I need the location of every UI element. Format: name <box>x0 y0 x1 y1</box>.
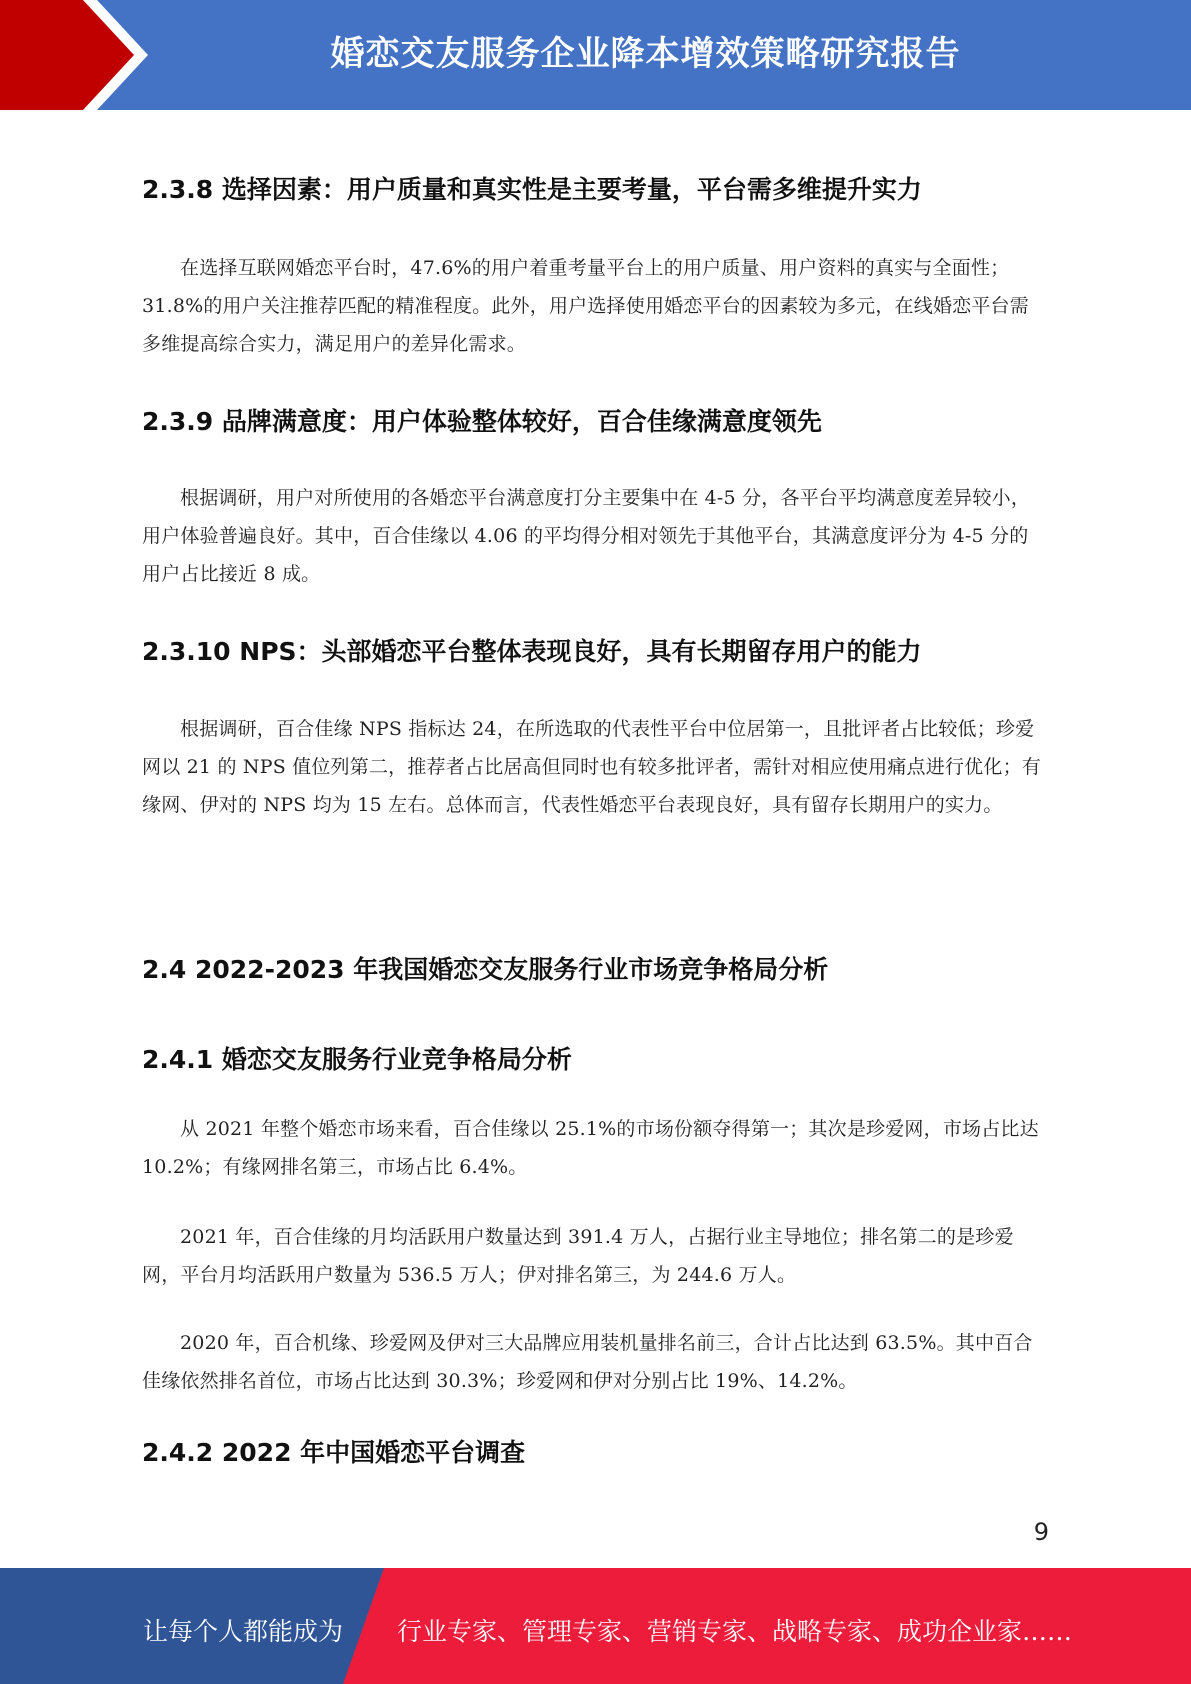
section-heading-2-4: 2.4 2022-2023 年我国婚恋交友服务行业市场竞争格局分析 <box>142 955 829 984</box>
section-paragraph: 在选择互联网婚恋平台时，47.6%的用户着重考量平台上的用户质量、用户资料的真实与全面性；31.8%的用户关注推荐匹配的精准程度。此外，用户选择使用婚恋平台的因素较为多元，在线婚恋平台需多维提高综合实力，满足用户的差异化需求。 <box>142 257 1029 355</box>
section-paragraph: 根据调研，用户对所使用的各婚恋平台满意度打分主要集中在 4-5 分，各平台平均满意度差异较小，用户体验普遍良好。其中，百合佳缘以 4.06 的平均得分相对领先于其他平台，其满意度评分为 4-5 分的用户占比接近 8 成。 <box>142 487 1031 585</box>
section-paragraph: 根据调研，百合佳缘 NPS 指标达 24，在所选取的代表性平台中位居第一，且批评者占比较低；珍爱网以 21 的 NPS 值位列第二，推荐者占比居高但同时也有较多批评者，需针对相应使用痛点进行优化；有缘网、伊对的 NPS 均为 15 左右。总体而言，代表性婚恋平台表现良好，具有留存长期用户的实力。 <box>142 718 1041 816</box>
footer-banner <box>0 1568 1191 1684</box>
document-title: 婚恋交友服务企业降本增效策略研究报告 <box>330 34 961 74</box>
footer-slogan-left: 让每个人都能成为 <box>143 1617 344 1646</box>
section-heading-2-4-1: 2.4.1 婚恋交友服务行业竞争格局分析 <box>142 1045 572 1074</box>
page-number: 9 <box>1033 1518 1049 1546</box>
section-paragraph: 2021 年，百合佳缘的月均活跃用户数量达到 391.4 万人，占据行业主导地位；排名第二的是珍爱网，平台月均活跃用户数量为 536.5 万人；伊对排名第三，为 244.6 万人。 <box>142 1226 1014 1286</box>
footer-slogan-right: 行业专家、管理专家、营销专家、战略专家、成功企业家…… <box>397 1617 1073 1646</box>
section-paragraph: 2020 年，百合机缘、珍爱网及伊对三大品牌应用装机量排名前三，合计占比达到 63.5%。其中百合佳缘依然排名首位，市场占比达到 30.3%；珍爱网和伊对分别占比 19%、14.2%。 <box>142 1332 1033 1392</box>
section-heading-2-3-9: 2.3.9 品牌满意度：用户体验整体较好，百合佳缘满意度领先 <box>142 407 822 436</box>
section-heading-2-4-2: 2.4.2 2022 年中国婚恋平台调查 <box>142 1438 526 1467</box>
header-banner <box>0 0 1191 110</box>
section-heading-2-3-8: 2.3.8 选择因素：用户质量和真实性是主要考量，平台需多维提升实力 <box>142 175 922 204</box>
section-paragraph: 从 2021 年整个婚恋市场来看，百合佳缘以 25.1%的市场份额夺得第一；其次是珍爱网，市场占比达 10.2%；有缘网排名第三，市场占比 6.4%。 <box>142 1118 1039 1178</box>
section-heading-2-3-10: 2.3.10 NPS：头部婚恋平台整体表现良好，具有长期留存用户的能力 <box>142 637 922 666</box>
